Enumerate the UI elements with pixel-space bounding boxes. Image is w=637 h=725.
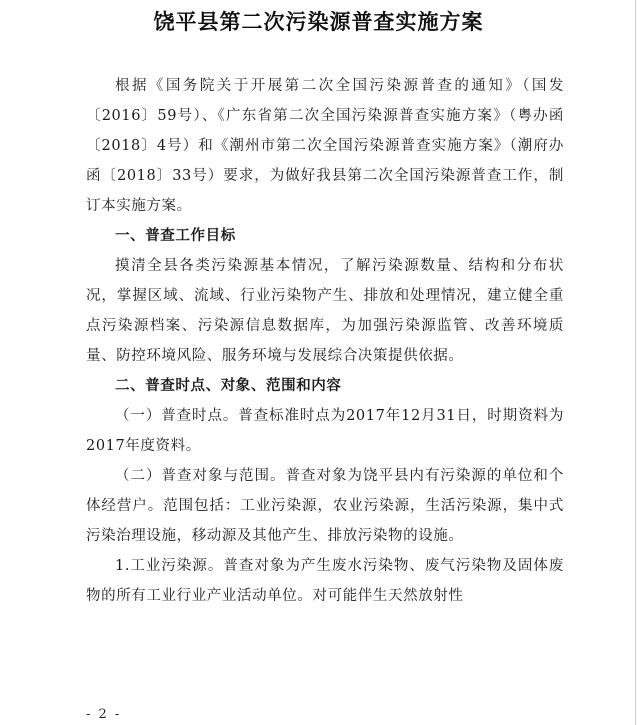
- paragraph-goals: 摸清全县各类污染源基本情况，了解污染源数量、结构和分布状况，掌握区域、流域、行业污染物产生、排放和处理情况，建立健全重点污染源档案、污染源信息数据库，为加强污染源监管、改善环境质量、防控环境风险、服务环境与发展综合决策提供依据。: [86, 258, 564, 364]
- paragraph-industrial-source: 1.工业污染源。普查对象为产生废水污染物、废气污染物及固体废物的所有工业行业产业活动单位。对可能伴生天然放射性: [86, 558, 564, 604]
- section-heading-scope: 二、普查时点、对象、范围和内容: [115, 378, 342, 394]
- document-title: 饶平县第二次污染源普查实施方案: [153, 10, 484, 34]
- paragraph-intro: 根据《国务院关于开展第二次全国污染源普查的通知》（国发〔2016〕59号）、《广东省第二次全国污染源普查实施方案》（粤办函〔2018〕4号）和《潮州市第二次全国污染源普查实施方案》（潮府办函〔2018〕33号）要求，为做好我县第二次全国污染源普查工作，制订本实施方案。: [86, 78, 564, 214]
- section-heading-goals: 一、普查工作目标: [115, 228, 236, 244]
- page-edge-line: [635, 0, 636, 725]
- page-number: - 2 -: [86, 707, 122, 722]
- document-body: [86, 71, 564, 611]
- paragraph-objects-scope: （二）普查对象与范围。普查对象为饶平县内有污染源的单位和个体经营户。范围包括：工业污染源，农业污染源，生活污染源，集中式污染治理设施，移动源及其他产生、排放污染物的设施。: [86, 468, 564, 544]
- paragraph-time-point: （一）普查时点。普查标准时点为2017年12月31日，时期资料为2017年度资料。: [86, 408, 564, 454]
